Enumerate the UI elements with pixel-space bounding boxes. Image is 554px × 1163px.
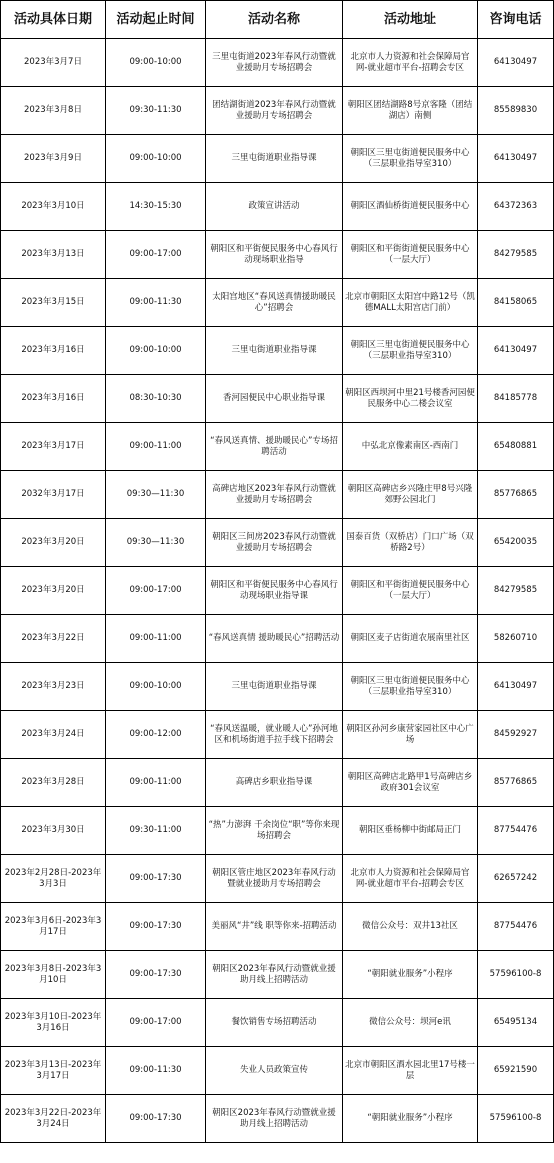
cell-activity-name: 政策宣讲活动 (206, 183, 343, 231)
cell-activity-name: 朝阳区2023年春风行动暨就业援助月线上招聘活动 (206, 951, 343, 999)
table-row (1, 951, 554, 999)
table-row (1, 135, 554, 183)
cell-time: 09:00-10:00 (106, 39, 206, 87)
cell-date: 2023年3月24日 (1, 711, 106, 759)
cell-phone: 85589830 (478, 87, 554, 135)
cell-activity-name: “春风送温暖，就业暖人心”孙河地区和机场街道手拉手线下招聘会 (206, 711, 343, 759)
cell-phone: 85776865 (478, 759, 554, 807)
cell-date: 2023年3月8日 (1, 87, 106, 135)
cell-phone: 64130497 (478, 39, 554, 87)
cell-phone: 65420035 (478, 519, 554, 567)
header-time: 活动起止时间 (106, 1, 206, 39)
cell-activity-name: 三里屯街道职业指导课 (206, 135, 343, 183)
cell-phone: 87754476 (478, 903, 554, 951)
cell-phone: 84279585 (478, 231, 554, 279)
cell-activity-name: 团结湖街道2023年春风行动暨就业援助月专场招聘会 (206, 87, 343, 135)
cell-activity-name: 太阳宫地区“春风送真情援助暖民心”招聘会 (206, 279, 343, 327)
cell-address: 朝阳区和平街街道便民服务中心（一层大厅） (343, 231, 478, 279)
cell-address: 北京市人力资源和社会保障局官网-就业超市平台-招聘会专区 (343, 855, 478, 903)
cell-date: 2032年3月17日 (1, 471, 106, 519)
cell-date: 2023年3月22日 (1, 615, 106, 663)
table-row (1, 855, 554, 903)
cell-date: 2023年3月9日 (1, 135, 106, 183)
cell-phone: 84592927 (478, 711, 554, 759)
table-row (1, 87, 554, 135)
cell-time: 09:00-11:00 (106, 615, 206, 663)
cell-date: 2023年3月22日-2023年3月24日 (1, 1095, 106, 1143)
cell-phone: 64130497 (478, 663, 554, 711)
cell-time: 14:30-15:30 (106, 183, 206, 231)
cell-address: “朝阳就业服务”小程序 (343, 1095, 478, 1143)
cell-address: 国泰百货（双桥店）门口广场（双桥路2号） (343, 519, 478, 567)
cell-phone: 57596100-8 (478, 1095, 554, 1143)
cell-date: 2023年3月13日 (1, 231, 106, 279)
cell-address: 北京市人力资源和社会保障局官网-就业超市平台-招聘会专区 (343, 39, 478, 87)
cell-date: 2023年3月6日-2023年3月17日 (1, 903, 106, 951)
cell-activity-name: 餐饮销售专场招聘活动 (206, 999, 343, 1047)
cell-time: 09:00-17:30 (106, 855, 206, 903)
cell-time: 09:00-17:00 (106, 999, 206, 1047)
cell-address: 微信公众号：坝河e讯 (343, 999, 478, 1047)
cell-activity-name: “热”力澎湃 千余岗位“职”等你来现场招聘会 (206, 807, 343, 855)
table-row (1, 711, 554, 759)
cell-address: 朝阳区高碑店乡兴隆庄甲8号兴隆郊野公园北门 (343, 471, 478, 519)
cell-date: 2023年3月10日-2023年3月16日 (1, 999, 106, 1047)
table-row (1, 567, 554, 615)
table-row (1, 183, 554, 231)
table-row (1, 759, 554, 807)
table-row (1, 615, 554, 663)
table-row (1, 39, 554, 87)
header-row (1, 1, 554, 39)
table-row (1, 375, 554, 423)
cell-phone: 84185778 (478, 375, 554, 423)
cell-address: 微信公众号：双井13社区 (343, 903, 478, 951)
cell-address: 朝阳区三里屯街道便民服务中心（三层职业指导室310） (343, 135, 478, 183)
cell-time: 09:00-17:30 (106, 951, 206, 999)
cell-phone: 87754476 (478, 807, 554, 855)
cell-time: 09:00-17:00 (106, 231, 206, 279)
cell-activity-name: “春风送真情、援助暖民心”专场招聘活动 (206, 423, 343, 471)
cell-time: 09:00-10:00 (106, 135, 206, 183)
cell-phone: 58260710 (478, 615, 554, 663)
cell-address: 朝阳区和平街街道便民服务中心（一层大厅） (343, 567, 478, 615)
cell-phone: 64130497 (478, 135, 554, 183)
cell-address: 朝阳区孙河乡康营家园社区中心广场 (343, 711, 478, 759)
cell-phone: 65495134 (478, 999, 554, 1047)
cell-phone: 85776865 (478, 471, 554, 519)
cell-phone: 65480881 (478, 423, 554, 471)
cell-date: 2023年3月17日 (1, 423, 106, 471)
cell-address: 中弘北京像素南区-西南门 (343, 423, 478, 471)
cell-date: 2023年3月28日 (1, 759, 106, 807)
cell-phone: 64372363 (478, 183, 554, 231)
cell-phone: 84158065 (478, 279, 554, 327)
table-row (1, 471, 554, 519)
cell-activity-name: 美丽风“井”线 职等你来-招聘活动 (206, 903, 343, 951)
cell-date: 2023年3月20日 (1, 567, 106, 615)
cell-time: 08:30-10:30 (106, 375, 206, 423)
cell-date: 2023年3月7日 (1, 39, 106, 87)
cell-activity-name: 三里屯街道职业指导课 (206, 663, 343, 711)
cell-address: 朝阳区酒仙桥街道便民服务中心 (343, 183, 478, 231)
cell-activity-name: 三里屯街道2023年春风行动暨就业援助月专场招聘会 (206, 39, 343, 87)
header-phone: 咨询电话 (478, 1, 554, 39)
cell-time: 09:00-11:30 (106, 1047, 206, 1095)
cell-time: 09:00-17:30 (106, 903, 206, 951)
cell-phone: 62657242 (478, 855, 554, 903)
table-header (1, 1, 554, 39)
cell-date: 2023年3月23日 (1, 663, 106, 711)
cell-activity-name: 朝阳区管庄地区2023年春风行动暨就业援助月专场招聘会 (206, 855, 343, 903)
cell-activity-name: 朝阳区三间房2023春风行动暨就业援助月专场招聘会 (206, 519, 343, 567)
cell-activity-name: 香河园便民中心职业指导课 (206, 375, 343, 423)
cell-address: 朝阳区西坝河中里21号楼香河园便民服务中心二楼会议室 (343, 375, 478, 423)
cell-date: 2023年3月30日 (1, 807, 106, 855)
cell-activity-name: 朝阳区和平街便民服务中心春风行动现场职业指导课 (206, 567, 343, 615)
table-row (1, 1047, 554, 1095)
cell-time: 09:30-11:30 (106, 87, 206, 135)
cell-address: 朝阳区麦子店街道农展南里社区 (343, 615, 478, 663)
header-address: 活动地址 (343, 1, 478, 39)
cell-date: 2023年3月10日 (1, 183, 106, 231)
cell-address: 朝阳区垂杨柳中街邮局正门 (343, 807, 478, 855)
table-row (1, 423, 554, 471)
cell-address: “朝阳就业服务”小程序 (343, 951, 478, 999)
table-row (1, 519, 554, 567)
cell-time: 09:30—11:30 (106, 471, 206, 519)
table-row (1, 231, 554, 279)
table-row (1, 1095, 554, 1143)
table-row (1, 807, 554, 855)
cell-time: 09:00-12:00 (106, 711, 206, 759)
cell-time: 09:00-11:00 (106, 423, 206, 471)
cell-address: 北京市朝阳区太阳宫中路12号（凯德MALL太阳宫店门前） (343, 279, 478, 327)
table-row (1, 279, 554, 327)
cell-activity-name: “春风送真情 援助暖民心”招聘活动 (206, 615, 343, 663)
table-row (1, 663, 554, 711)
header-activity-name: 活动名称 (206, 1, 343, 39)
table-row (1, 999, 554, 1047)
cell-address: 朝阳区高碑店北路甲1号高碑店乡政府301会议室 (343, 759, 478, 807)
cell-time: 09:00-11:30 (106, 279, 206, 327)
cell-address: 北京市朝阳区酒水园北里17号楼一层 (343, 1047, 478, 1095)
cell-date: 2023年3月15日 (1, 279, 106, 327)
header-date: 活动具体日期 (1, 1, 106, 39)
cell-phone: 64130497 (478, 327, 554, 375)
cell-time: 09:00-11:00 (106, 759, 206, 807)
cell-time: 09:00-10:00 (106, 663, 206, 711)
table-row (1, 327, 554, 375)
cell-address: 朝阳区三里屯街道便民服务中心（三层职业指导室310） (343, 663, 478, 711)
cell-date: 2023年3月13日-2023年3月17日 (1, 1047, 106, 1095)
cell-phone: 84279585 (478, 567, 554, 615)
cell-activity-name: 朝阳区2023年春风行动暨就业援助月线上招聘活动 (206, 1095, 343, 1143)
cell-date: 2023年2月28日-2023年3月3日 (1, 855, 106, 903)
cell-date: 2023年3月8日-2023年3月10日 (1, 951, 106, 999)
cell-address: 朝阳区团结湖路8号京客隆（团结湖店）南侧 (343, 87, 478, 135)
cell-date: 2023年3月20日 (1, 519, 106, 567)
cell-time: 09:30-11:00 (106, 807, 206, 855)
cell-activity-name: 三里屯街道职业指导课 (206, 327, 343, 375)
cell-time: 09:00-17:00 (106, 567, 206, 615)
cell-date: 2023年3月16日 (1, 327, 106, 375)
cell-activity-name: 高碑店乡职业指导课 (206, 759, 343, 807)
cell-activity-name: 失业人员政策宣传 (206, 1047, 343, 1095)
cell-address: 朝阳区三里屯街道便民服务中心（三层职业指导室310） (343, 327, 478, 375)
cell-time: 09:30—11:30 (106, 519, 206, 567)
table-row (1, 903, 554, 951)
cell-phone: 65921590 (478, 1047, 554, 1095)
cell-time: 09:00-10:00 (106, 327, 206, 375)
table-body (1, 39, 554, 1143)
cell-time: 09:00-17:30 (106, 1095, 206, 1143)
cell-date: 2023年3月16日 (1, 375, 106, 423)
cell-activity-name: 朝阳区和平街便民服务中心春风行动现场职业指导 (206, 231, 343, 279)
cell-activity-name: 高碑店地区2023年春风行动暨就业援助月专场招聘会 (206, 471, 343, 519)
cell-phone: 57596100-8 (478, 951, 554, 999)
